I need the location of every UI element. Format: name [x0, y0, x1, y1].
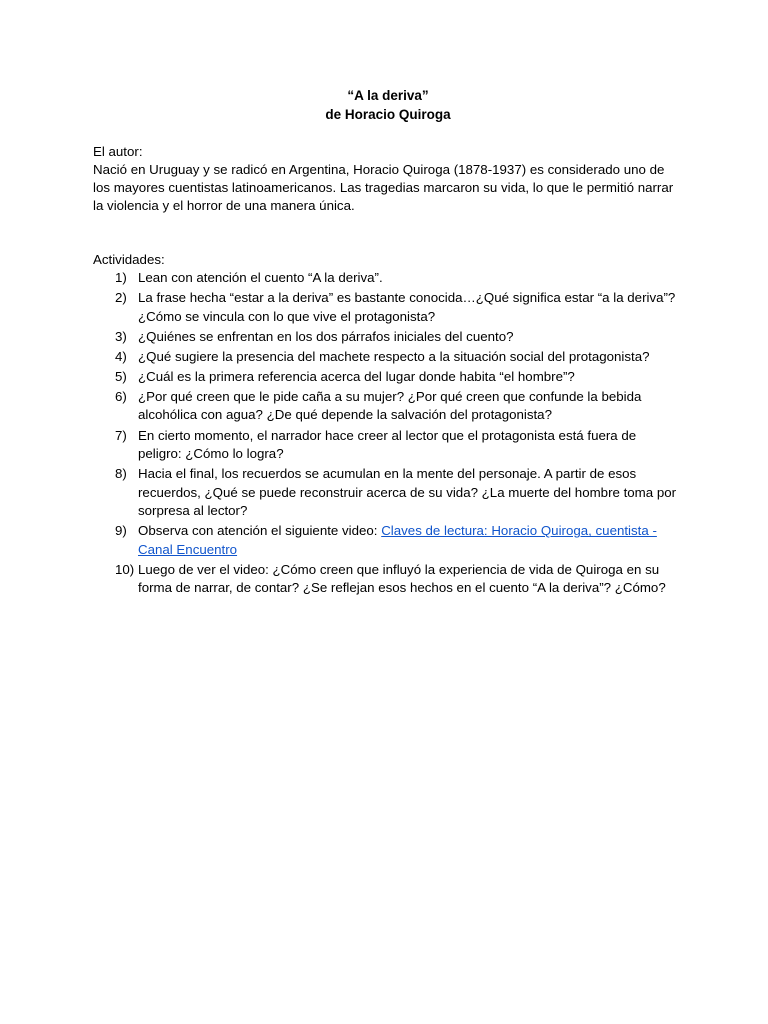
activity-text: Lean con atención el cuento “A la deriva”. [138, 270, 383, 285]
document-title-block [93, 86, 683, 124]
activity-text: Observa con atención el siguiente video: [138, 523, 382, 539]
activity-item-7 [93, 427, 683, 464]
document-page [93, 86, 683, 599]
activity-item-6 [93, 388, 683, 425]
activity-text: Luego de ver el video: ¿Cómo creen que influyó la experiencia de vida de Quiroga en su forma de narrar, de contar? ¿Se reflejan esos hechos en el cuento “A la deriva”? ¿Cómo? [138, 561, 666, 596]
author-section [93, 143, 683, 215]
activity-item-4 [93, 348, 683, 367]
activities-heading: Actividades: [93, 252, 165, 267]
activity-number: 4) [115, 348, 127, 364]
document-title: “A la deriva” [347, 88, 429, 103]
activity-number: 7) [115, 427, 127, 443]
activity-text: ¿Quiénes se enfrentan en los dos párrafos iniciales del cuento? [138, 328, 514, 344]
activity-number: 8) [115, 466, 127, 482]
activity-number: 9) [115, 523, 127, 539]
activity-item-2 [93, 289, 683, 326]
activity-text: ¿Por qué creen que le pide caña a su mujer? ¿Por qué creen que confunde la bebida alcohólica con agua? ¿De qué depende la salvación del protagonista? [138, 388, 642, 423]
activity-item-3 [93, 328, 683, 347]
author-heading: El autor: [93, 144, 143, 159]
activities-section [93, 251, 683, 598]
author-paragraph: Nació en Uruguay y se radicó en Argentina, Horacio Quiroga (1878-1937) es considerado uno de los mayores cuentistas latinoamericanos. Las tragedias marcaron su vida, lo que le permitió narrar la violencia y el horror de una manera única. [93, 162, 674, 213]
document-subtitle: de Horacio Quiroga [325, 107, 451, 122]
activity-number: 2) [115, 290, 127, 306]
activity-number: 1) [115, 270, 127, 285]
activity-number: 10) [115, 561, 135, 577]
activity-item-8 [93, 465, 683, 521]
activity-text: La frase hecha “estar a la deriva” es bastante conocida…¿Qué significa estar “a la deriva”? ¿Cómo se vincula con lo que vive el protagonista? [138, 290, 676, 324]
activity-number: 6) [115, 388, 127, 404]
activity-text: En cierto momento, el narrador hace creer al lector que el protagonista está fuera de peligro: ¿Cómo lo logra? [138, 427, 637, 462]
activity-text: Hacia el final, los recuerdos se acumulan en la mente del personaje. A partir de esos recuerdos, ¿Qué se puede reconstruir acerca de su vida? ¿La muerte del hombre toma por sorpresa al lector? [138, 466, 677, 519]
activity-text: ¿Qué sugiere la presencia del machete respecto a la situación social del protagonista? [138, 348, 650, 364]
activity-text: ¿Cuál es la primera referencia acerca del lugar donde habita “el hombre”? [138, 368, 575, 384]
video-link[interactable]: Claves de lectura: Horacio Quiroga, cuentista - Canal Encuentro [138, 523, 657, 557]
activity-item-1 [93, 269, 683, 288]
activity-number: 5) [115, 368, 127, 384]
activity-item-9 [93, 522, 683, 559]
activity-item-5 [93, 368, 683, 387]
activity-number: 3) [115, 328, 127, 344]
activity-item-10 [93, 561, 683, 598]
activities-list [93, 269, 683, 598]
